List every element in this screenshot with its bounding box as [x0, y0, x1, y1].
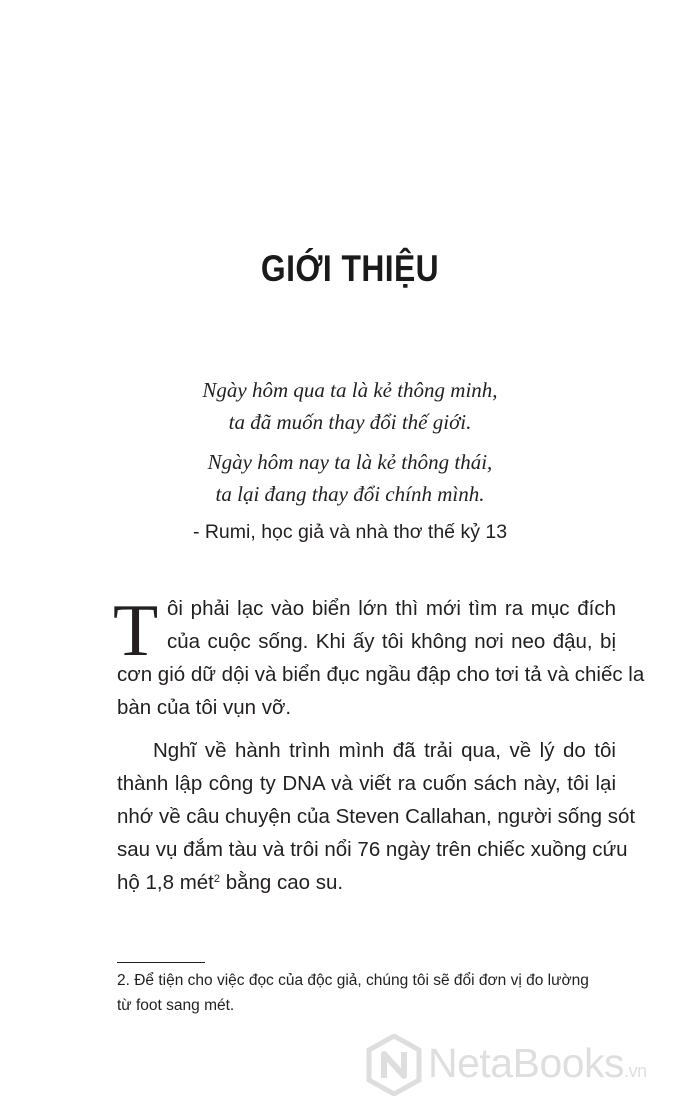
watermark [366, 1030, 696, 1100]
epigraph-line: Ngày hôm nay ta là kẻ thông thái, [207, 450, 493, 474]
footnote-line: từ foot sang mét. [117, 997, 235, 1014]
footnote-line: 2. Để tiện cho việc đọc của độc giả, chúng tôi sẽ đổi đơn vị đo lường [117, 972, 589, 989]
watermark-text [428, 1040, 647, 1087]
paragraph-line: ôi phải lạc vào biển lớn thì mới tìm ra mục đích [167, 597, 616, 620]
footnote-divider [117, 962, 205, 963]
footnote-marker: 2 [213, 873, 220, 885]
paragraph-line: nhớ về câu chuyện của Steven Callahan, người sống sót [117, 805, 636, 828]
epigraph-line: ta lại đang thay đổi chính mình. [215, 482, 485, 506]
netabooks-logo-icon [366, 1034, 422, 1096]
paragraph-line: sau vụ đắm tàu và trôi nổi 76 ngày trên chiếc xuồng cứu [117, 838, 628, 861]
chapter-title: GIỚI THIỆU [260, 248, 440, 289]
watermark-suffix: .vn [624, 1061, 647, 1081]
paragraph-line-text: hộ 1,8 mét [117, 871, 214, 894]
paragraph-line: cơn gió dữ dội và biển đục ngầu đập cho tơi tả và chiếc la [117, 663, 645, 686]
epigraph-attribution: - Rumi, học giả và nhà thơ thế kỷ 13 [192, 521, 508, 543]
paragraph-line: của cuộc sống. Khi ấy tôi không nơi neo đậu, bị [167, 630, 616, 653]
watermark-brand: NetaBooks [428, 1040, 625, 1086]
epigraph-line: ta đã muốn thay đổi thế giới. [228, 410, 472, 434]
epigraph-line: Ngày hôm qua ta là kẻ thông minh, [202, 378, 498, 402]
paragraph-line: Nghĩ về hành trình mình đã trải qua, về lý do tôi [153, 739, 616, 762]
paragraph-line-text: bằng cao su. [220, 871, 344, 894]
paragraph-line [117, 873, 616, 894]
paragraph-line: bàn của tôi vụn vỡ. [117, 696, 292, 719]
paragraph-line: thành lập công ty DNA và viết ra cuốn sách này, tôi lại [117, 772, 616, 795]
drop-cap: T [113, 590, 159, 672]
